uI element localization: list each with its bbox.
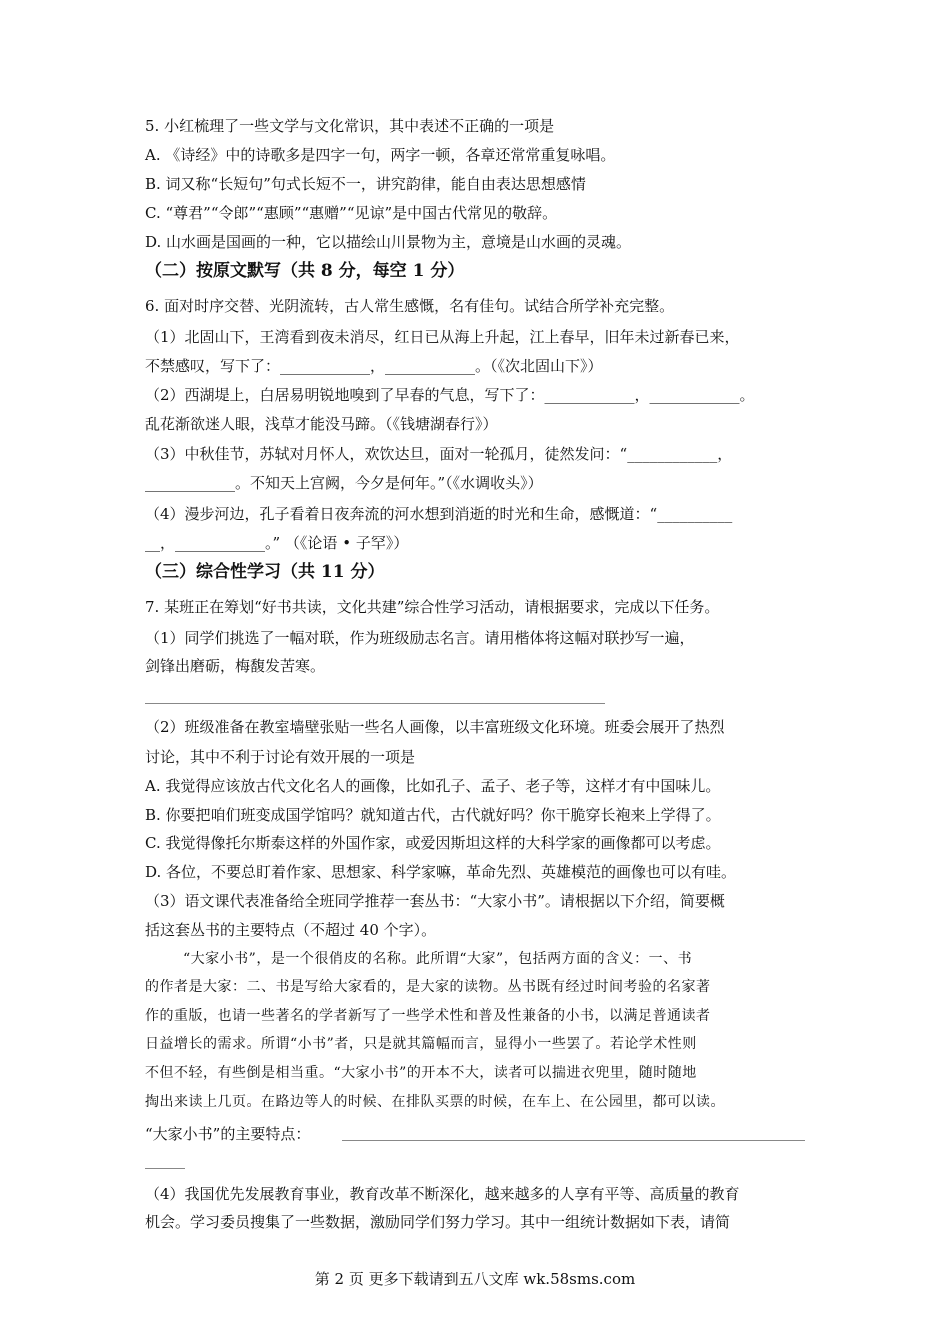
passage-line: 不但不轻，有些倒是相当重。“大家小书”的开本不大，读者可以揣进衣兜里，随时随地 [145, 1065, 697, 1081]
task2-option-c: C. 我觉得像托尔斯泰这样的外国作家，或爱因斯坦这样的大科学家的画像都可以考虑。 [145, 834, 721, 852]
q6-line: （4）漫步河边，孔子看着日夜奔流的河水想到消逝的时光和生命，感慨道：“__________ [145, 505, 733, 523]
q7-task4: 机会。学习委员搜集了一些数据，激励同学们努力学习。其中一组统计数据如下表，请简 [145, 1213, 731, 1231]
q7-task3: 括这套丛书的主要特点（不超过 40 个字）。 [145, 921, 437, 939]
q5-option-c: C. “尊君”“令郎”“惠顾”“惠赠”“见谅”是中国古代常见的敬辞。 [145, 204, 558, 222]
q7-task3: （3）语文课代表准备给全班同学推荐一套丛书：“大家小书”。请根据以下介绍，简要概 [145, 892, 725, 910]
answer-label: “大家小书”的主要特点： [145, 1125, 311, 1143]
q5-option-b: B. 词又称“长短句”句式长短不一，讲究韵律，能自由表达思想感情 [145, 175, 586, 193]
q7-task2: （2）班级准备在教室墙壁张贴一些名人画像，以丰富班级文化环境。班委会展开了热烈 [145, 718, 725, 736]
q7-task1: （1）同学们挑选了一幅对联，作为班级励志名言。请用楷体将这幅对联抄写一遍， [145, 629, 695, 647]
section2-heading: （二）按原文默写（共 8 分，每空 1 分） [145, 261, 465, 281]
answer-line [145, 1168, 185, 1169]
q7-task4: （4）我国优先发展教育事业，教育改革不断深化，越来越多的人享有平等、高质量的教育 [145, 1185, 740, 1203]
passage-line: 的作者是大家：二、书是写给大家看的，是大家的读物。丛书既有经过时间考验的名家著 [145, 979, 711, 995]
q6-line: （1）北固山下，王湾看到夜未消尽，红日已从海上升起，江上春早，旧年未过新春已来， [145, 328, 740, 346]
passage-line: “大家小书”，是一个很俏皮的名称。此所谓“大家”，包括两方面的含义：一、书 [183, 951, 693, 967]
q6-line: （3）中秋佳节，苏轼对月怀人，欢饮达旦，面对一轮孤月，徒然发问：“____________， [145, 445, 733, 463]
section3-heading: （三）综合性学习（共 11 分） [145, 562, 385, 582]
q6-line: __，____________。” （《论语 • 子罕》） [145, 534, 409, 552]
page-footer: 第 2 页 更多下载请到五八文库 wk.58sms.com [314, 1270, 636, 1288]
couplet-text: 剑锋出磨砺，梅馥发苦寒。 [145, 657, 326, 675]
q6-stem: 6. 面对时序交替、光阴流转，古人常生感慨，名有佳句。试结合所学补充完整。 [145, 297, 675, 315]
q5-option-a: A. 《诗经》中的诗歌多是四字一句，两字一顿，各章还常常重复咏唱。 [145, 146, 616, 164]
task2-option-d: D. 各位，不要总盯着作家、思想家、科学家嘛，革命先烈、英雄模范的画像也可以有哇。 [145, 863, 737, 881]
q6-line: ____________。不知天上宫阙，今夕是何年。”（《水调收头》） [145, 474, 543, 492]
passage-line: 作的重版，也请一些著名的学者新写了一些学术性和普及性兼备的小书，以满足普通读者 [145, 1008, 711, 1024]
q7-task2: 讨论，其中不利于讨论有效开展的一项是 [145, 748, 416, 766]
q5-stem: 5. 小红梳理了一些文学与文化常识，其中表述不正确的一项是 [145, 117, 555, 135]
passage-line: 日益增长的需求。所谓“小书”者，只是就其篇幅而言，显得小一些罢了。若论学术性则 [145, 1036, 697, 1052]
q6-line: 不禁感叹，写下了：____________，____________。（《次北固山下》） [145, 357, 603, 375]
task2-option-a: A. 我觉得应该放古代文化名人的画像，比如孔子、孟子、老子等，这样才有中国味儿。 [145, 777, 721, 795]
q5-option-d: D. 山水画是国画的一种，它以描绘山川景物为主，意境是山水画的灵魂。 [145, 233, 632, 251]
answer-line [342, 1140, 805, 1141]
q6-line: 乱花渐欲迷人眼，浅草才能没马蹄。（《钱塘湖春行》） [145, 415, 498, 433]
passage-line: 掏出来读上几页。在路边等人的时候、在排队买票的时候，在车上、在公园里，都可以读。 [145, 1094, 725, 1110]
task2-option-b: B. 你要把咱们班变成国学馆吗？就知道古代，古代就好吗？你干脆穿长袍来上学得了。 [145, 806, 721, 824]
answer-line [145, 703, 605, 704]
q6-line: （2）西湖堤上，白居易明锐地嗅到了早春的气息，写下了：____________，____________。 [145, 386, 755, 404]
q7-stem: 7. 某班正在筹划“好书共读，文化共建”综合性学习活动，请根据要求，完成以下任务。 [145, 598, 720, 616]
